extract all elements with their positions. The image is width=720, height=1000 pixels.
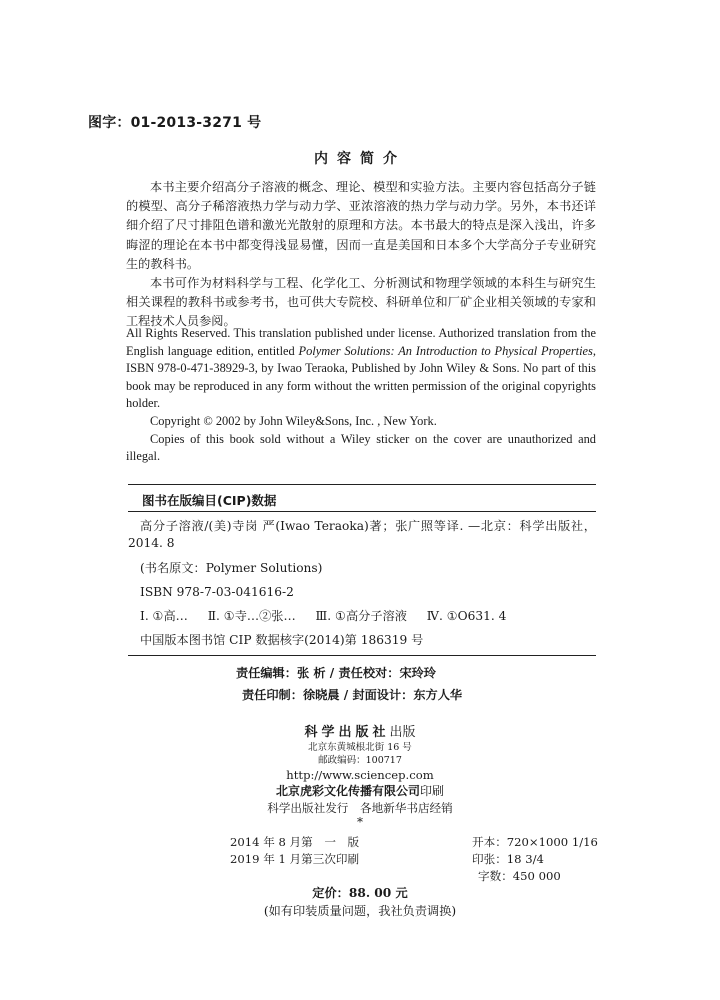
edition-specs (230, 834, 598, 885)
printed-sheets: 印张：18 3/4 (472, 852, 544, 866)
editor-name: 张 析 (296, 666, 326, 680)
intro-paragraph: 本书可作为材料科学与工程、化学化工、分析测试和物理学领域的本科生与研究生相关课程的教科书或参考书，也可供大专院校、科研单位和厂矿企业相关领域的专家和工程技术人员参阅。 (126, 276, 596, 329)
spec-row (230, 851, 598, 868)
publisher-imprint (0, 725, 720, 828)
cip-class-item: Ⅲ. ①高分子溶液 (315, 609, 407, 623)
publisher-postcode: 邮政编码：100717 (318, 755, 402, 767)
cip-record-number: 中国版本图书馆 CIP 数据核字(2014)第 186319 号 (140, 633, 424, 647)
printing-date: 2019 年 1 月第三次印刷 (230, 852, 360, 866)
edition-date: 2014 年 8 月第 一 版 (230, 835, 360, 849)
rights-notice (126, 325, 596, 466)
print-supervisor-name: 徐晓晨 (302, 688, 340, 702)
intro-paragraph: 本书主要介绍高分子溶液的概念、理论、模型和实验方法。主要内容包括高分子链的模型、高分子稀溶液热力学与动力学、亚浓溶液的热力学与动力学。另外，本书还详细介绍了尺寸排阻色谱和激光光散射的原理和方法。本书最大的特点是深入浅出，许多晦涩的理论在本书中都变得浅显易懂，因而一直是美国和日本多个大学高分子专业研究生的教科书。 (126, 180, 596, 271)
license-statement (126, 325, 596, 413)
cip-record (128, 518, 596, 656)
staff-row: 责任印制：徐晓晨 / 封面设计：东方人华 (242, 688, 463, 702)
divider (128, 655, 596, 656)
editor-label: 责任编辑： (236, 666, 297, 680)
proofreader-label: 责任校对： (338, 666, 400, 680)
intro-title: 内容简介 (314, 151, 406, 167)
printer-name: 北京虎彩文化传播有限公司 (275, 784, 420, 799)
cover-designer-label: 封面设计： (352, 688, 414, 702)
publisher-line (0, 725, 720, 741)
cip-original-title: (书名原文：Polymer Solutions) (140, 561, 323, 575)
separator-star: * (357, 814, 363, 829)
license-text-b: , ISBN 978-0-471-38929-3, by Iwao Teraoka, Published by John Wiley & Sons. No part of this book may be reproduced in any form without the written permission of the original copyrights holder. (126, 343, 596, 411)
copyright-registration-number: 图字：01-2013-3271 号 (88, 115, 262, 131)
original-title: Polymer Solutions: An Introduction to Physical Properties (298, 343, 593, 358)
cip-class-item: Ⅳ. ①O631. 4 (426, 609, 507, 623)
quality-note: (如有印装质量问题，我社负责调换) (263, 904, 457, 918)
cip-title: 图书在版编目(CIP)数据 (142, 493, 277, 508)
copyright-line: Copyright © 2002 by John Wiley&Sons, Inc. , New York. (150, 413, 437, 428)
staff-credits (236, 662, 462, 706)
publisher-url: http://www.sciencep.com (286, 768, 434, 783)
book-format: 开本：720×1000 1/16 (472, 835, 598, 849)
word-count: 字数：450 000 (478, 869, 561, 883)
printer-line (0, 783, 720, 799)
divider (128, 511, 596, 512)
publisher-name: 科学出版社 (304, 725, 390, 740)
sticker-warning: Copies of this book sold without a Wiley sticker on the cover are unauthorized and illegal. (126, 431, 596, 464)
printer-suffix: 印刷 (420, 784, 445, 799)
divider (128, 484, 596, 485)
publisher-suffix: 出版 (389, 725, 416, 740)
license-text-a: All Rights Reserved. This translation published under license. Authorized translation from the English language edition, entitled (126, 326, 596, 358)
staff-row: 责任编辑：张 析 / 责任校对：宋玲玲 (236, 666, 436, 680)
cip-bibliographic-line: 高分子溶液/(美)寺岗 严(Iwao Teraoka)著；张广照等译. —北京：科学出版社，2014. 8 (128, 519, 596, 550)
cip-classification (128, 608, 596, 625)
publisher-address: 北京东黄城根北街 16 号 (308, 742, 412, 754)
print-supervisor-label: 责任印制： (242, 688, 303, 702)
cip-class-item: Ⅱ. ①寺…②张… (207, 609, 296, 623)
proofreader-name: 宋玲玲 (399, 666, 436, 680)
intro-body (126, 178, 596, 332)
cip-class-item: Ⅰ. ①高… (140, 609, 188, 623)
spec-row (230, 834, 598, 851)
cip-isbn: ISBN 978-7-03-041616-2 (140, 585, 294, 599)
distribution-line: 科学出版社发行 各地新华书店经销 (267, 800, 453, 815)
cover-designer-name: 东方人华 (413, 688, 463, 702)
price: 定价：88. 00 元 (312, 886, 408, 900)
